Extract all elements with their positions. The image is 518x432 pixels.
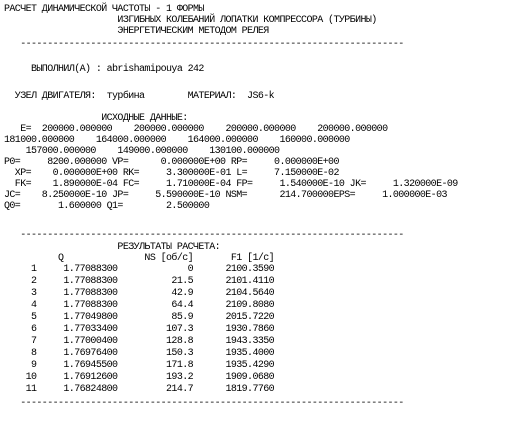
engine-material-line: УЗЕЛ ДВИГАТЕЛЯ: турбина МАТЕРИАЛ: JS6-k [4,91,275,102]
results-title: РЕЗУЛЬТАТЫ РАСЧЕТА: [4,242,221,253]
modulus-line-2: 181000.000000 164000.000000 164000.000000 160000.000000 [4,135,350,146]
report-title: РАСЧЕТ ДИНАМИЧЕСКОЙ ЧАСТОТЫ - 1 ФОРМЫ [4,4,204,15]
result-row: 7 1.77000400 128.8 1943.3350 [4,336,275,347]
param-line-fk: FK= 1.890000E-04 FC= 1.710000E-04 FP= 1.540000E-10 JK= 1.320000E-09 [4,179,458,190]
report-title-line-3: ЭНЕРГЕТИЧЕСКИМ МЕТОДОМ РЕЛЕЯ [4,26,269,37]
result-row: 9 1.76945500 171.8 1935.4290 [4,360,275,371]
separator-bottom: ----------------------------------------------------------------------- [4,398,404,409]
report-title-line-2: ИЗГИБНЫХ КОЛЕБАНИЙ ЛОПАТКИ КОМПРЕССОРА (ТУРБИНЫ) [4,15,377,26]
modulus-line-3: 157000.000000 149000.000000 130100.000000 [4,146,280,157]
results-header: Q NS [об/с] F1 [1/с] [4,253,275,264]
separator-top: ----------------------------------------------------------------------- [4,39,404,50]
result-row: 6 1.77033400 107.3 1930.7860 [4,324,275,335]
result-row: 8 1.76976400 150.3 1935.4000 [4,348,275,359]
result-row: 5 1.77049800 85.9 2015.7220 [4,312,275,323]
inputs-title: ИСХОДНЫЕ ДАННЫЕ: [4,113,188,124]
modulus-line-1: E= 200000.000000 200000.000000 200000.000000 200000.000000 [4,124,388,135]
result-row: 3 1.77088300 42.9 2104.5640 [4,288,275,299]
executor-line: ВЫПОЛНИЛ(А) : abrishamipouya 242 [4,64,204,75]
param-line-q0: Q0= 1.600000 Q1= 2.500000 [4,201,210,212]
result-row: 1 1.77088300 0 2100.3590 [4,264,275,275]
result-row: 11 1.76824800 214.7 1819.7760 [4,384,275,395]
result-row: 2 1.77088300 21.5 2101.4110 [4,276,275,287]
result-row: 10 1.76912600 193.2 1909.0680 [4,372,275,383]
param-line-p0: P0= 8200.000000 VP= 0.000000E+00 RP= 0.000000E+00 [4,157,339,168]
param-line-xp: XP= 0.000000E+00 RK= 3.300000E-01 L= 7.150000E-02 [4,168,339,179]
result-row: 4 1.77088300 64.4 2109.8080 [4,300,275,311]
separator-middle: ----------------------------------------------------------------------- [4,230,404,241]
param-line-jc: JC= 8.250000E-10 JP= 5.590000E-10 NSM= 214.700000EPS= 1.000000E-03 [4,190,447,201]
